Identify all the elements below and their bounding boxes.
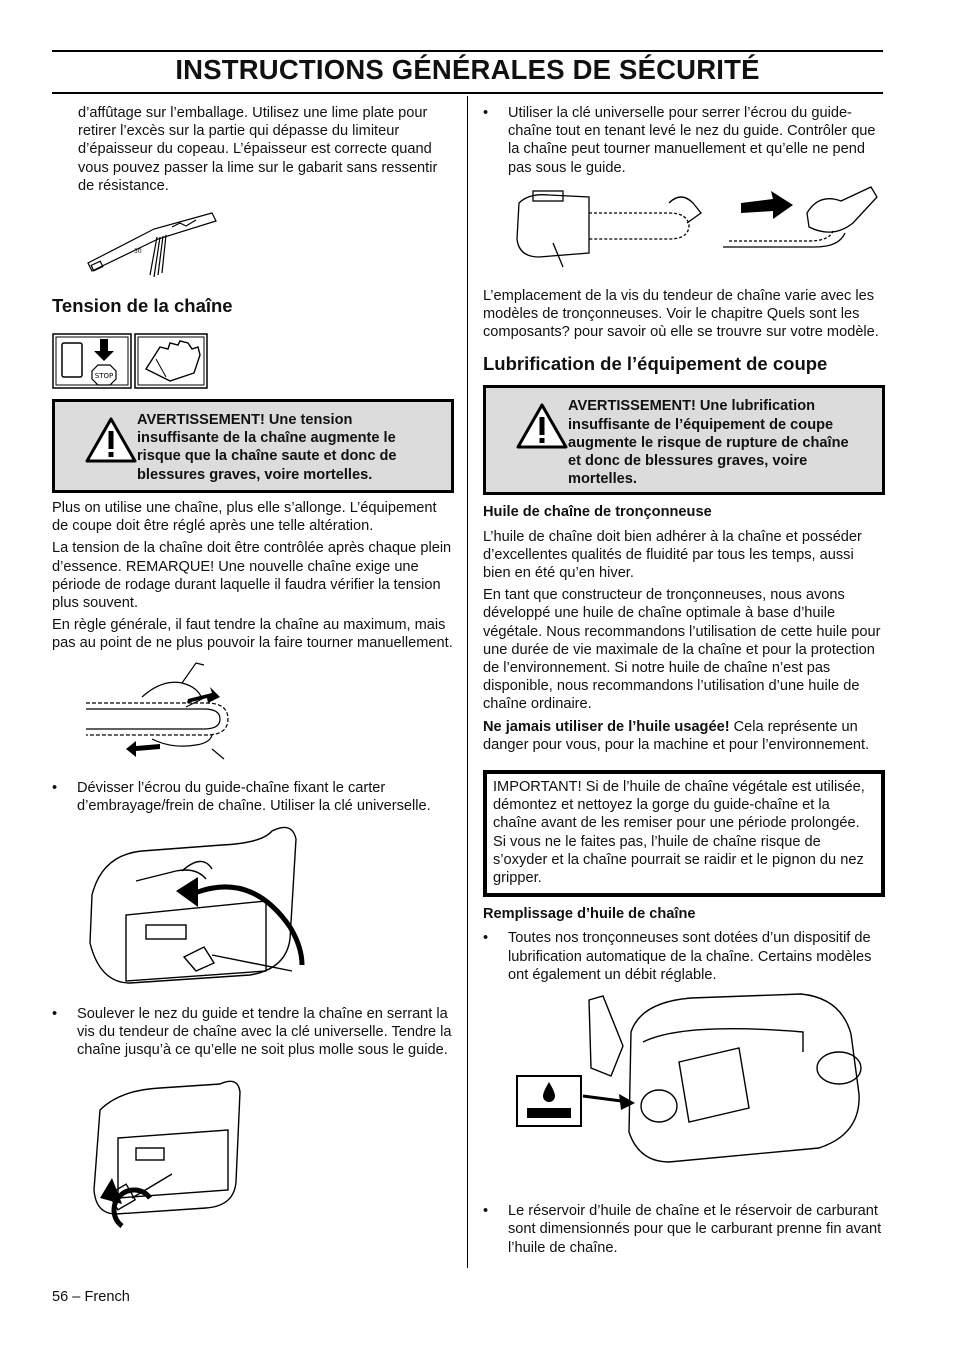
tighten-nut-and-check-illustration: [483, 183, 885, 279]
section-title-chain-tension: Tension de la chaîne: [52, 295, 233, 317]
chain-rotation-check-illustration: [52, 657, 454, 767]
vegetable-oil-text: En tant que constructeur de tronçonneuses, nous avons développé une huile de chaîne optimale à base d’huile végétale. Nous recommandons l’utilisation de cette huile pour une durée de vie maximale de la chaîne et pour la protection de l’environnement. Si notre huile de chaîne n’est pas disponible, nous recommandons l’utilisation d’une huile de chaîne ordinaire.: [483, 587, 881, 713]
used-oil-warning-text: [483, 718, 885, 754]
tension-rule-text: En règle générale, il faut tendre la chaîne au maximum, mais pas au point de ne plus pouvoir la faire tourner manuellement.: [52, 617, 453, 652]
tension-check-text: La tension de la chaîne doit être contrôlée après chaque plein d’essence. REMARQUE! Une nouvelle chaîne exige une période de rodage durant laquelle il faudra vérifier la tension plus souvent.: [52, 540, 452, 612]
pictogram-row: [52, 333, 454, 389]
subheading-chain-oil: Huile de chaîne de tronçonneuse: [483, 504, 712, 521]
bullet-tank-sizing: • Le réservoir d’huile de chaîne et le réservoir de carburant sont dimensionnés pour que le carburant prenne fin avant l’huile de chaîne.: [483, 1202, 885, 1257]
unscrew-bar-nut-illustration: [52, 825, 454, 995]
depth-gauge-file-illustration: [52, 205, 454, 285]
sharpening-intro-text: d’affûtage sur l’emballage. Utilisez une lime plate pour retirer l’excès sur la partie qui dépasse du limiteur d’épaisseur du copeau. L’épaisseur est correcte quand vous pouvez passer la lime sur le gabarit sans ressentir de résistance.: [78, 105, 438, 194]
svg-text:30: 30: [134, 248, 142, 256]
bullet-tension-chain: • Soulever le nez du guide et tendre la chaîne en serrant la vis du tendeur de chaîne avec la clé universelle. Tendre la chaîne jusqu’à ce qu’elle ne soit plus molle sous le guide.: [52, 1005, 454, 1060]
header-top-rule: [52, 50, 883, 52]
header-bottom-rule: [52, 92, 883, 94]
tensioner-location-text: L’emplacement de la vis du tendeur de chaîne varie avec les modèles de tronçonneuses. Voir le chapitre Quels sont les composants? pour savoir où elle se trouvre sur votre modèle.: [483, 287, 879, 341]
right-column: [483, 104, 885, 1263]
left-column: [52, 104, 454, 1240]
oil-filling-illustration: [483, 992, 885, 1192]
read-manual-stop-icon: [52, 333, 132, 389]
page-title: INSTRUCTIONS GÉNÉRALES DE SÉCURITÉ: [175, 54, 760, 85]
used-oil-warning-rest: Cela représente un danger pour vous, pour la machine et pour l’environnement.: [483, 718, 870, 753]
stop-label: STOP: [94, 372, 114, 381]
section-title-lubrication: Lubrification de l’équipement de coupe: [483, 353, 828, 375]
warning-triangle-icon: [85, 416, 137, 464]
warning-box-chain-tension: [52, 399, 454, 493]
oil-adhesion-text: L’huile de chaîne doit bien adhérer à la chaîne et posséder d’excellentes qualités de fluidité par tous les temps, aussi bien en été qu’en hiver.: [483, 528, 862, 582]
warning-text-lubrication: AVERTISSEMENT! Une lubrification insuffisante de l’équipement de coupe augmente le risque de rupture de chaîne et donc de blessures graves, voire mortelles.: [568, 398, 849, 488]
bullet-tighten-bar-nut: • Utiliser la clé universelle pour serrer l’écrou du guide-chaîne tout en tenant levé le nez du guide. Contrôler que la chaîne peut tourner manuellement et qu’elle ne pend pas sous le guide.: [483, 104, 885, 177]
protective-glove-icon: [134, 333, 208, 389]
subheading-oil-filling: Remplissage d’huile de chaîne: [483, 906, 696, 923]
bullet-auto-lubrication: • Toutes nos tronçonneuses sont dotées d’un dispositif de lubrification automatique de la chaîne. Certains modèles ont également un débit réglable.: [483, 929, 885, 984]
warning-text-chain-tension: AVERTISSEMENT! Une tension insuffisante de la chaîne augmente le risque que la chaîne saute et donc de blessures graves, voire mortelles.: [137, 412, 397, 483]
page-number: 56 – French: [52, 1289, 130, 1305]
chain-stretch-text: Plus on utilise une chaîne, plus elle s’allonge. L’équipement de coupe doit être réglé après une telle altération.: [52, 500, 437, 535]
warning-triangle-icon: [516, 402, 568, 450]
used-oil-warning-bold: Ne jamais utiliser de l’huile usagée!: [483, 718, 730, 735]
bullet-unscrew-bar-nut: • Dévisser l’écrou du guide-chaîne fixant le carter d’embrayage/frein de chaîne. Utiliser la clé universelle.: [52, 779, 454, 815]
column-divider: [467, 96, 468, 1268]
tension-chain-screw-illustration: [52, 1070, 454, 1240]
important-box: IMPORTANT! Si de l’huile de chaîne végétale est utilisée, démontez et nettoyez la gorge du guide-chaîne et la chaîne avant de les remiser pour une période prolongée. Si vous ne le faites pas, l’huile de chaîne risque de s’oxyder et la chaîne pourrait se raidir et le pignon du nez gripper.: [483, 770, 885, 897]
warning-box-lubrication: [483, 385, 885, 495]
